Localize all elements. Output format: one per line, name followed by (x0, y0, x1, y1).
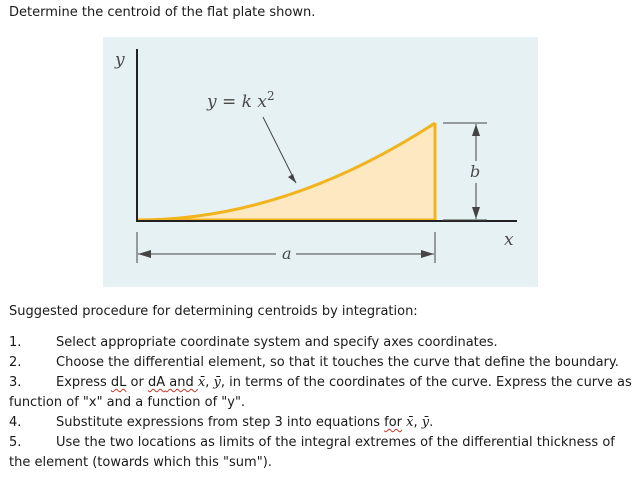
dim-b-arrow-top (472, 124, 480, 136)
step-number: 1. (9, 335, 22, 350)
step-1 (9, 333, 634, 353)
plate-figure (103, 37, 538, 287)
step-2 (9, 353, 634, 373)
step-text-and: and (165, 375, 198, 390)
equation-pointer-head (288, 174, 296, 183)
term-xbar: x̄ (406, 415, 414, 430)
step-text-pre: Express (56, 375, 111, 390)
term-for: for (384, 415, 403, 430)
step-text-comma: , (205, 375, 214, 390)
dim-a-arrow-left (138, 250, 151, 258)
step-text-or: or (126, 375, 148, 390)
equation-exponent: 2 (266, 89, 275, 103)
x-axis-label: x (504, 230, 514, 250)
step-5 (9, 433, 634, 473)
step-text-comma: , (413, 415, 422, 430)
step-text-pre: Substitute expressions from step 3 into equations (56, 415, 385, 430)
procedure-steps (9, 333, 634, 473)
step-text: Select appropriate coordinate system and specify axes coordinates. (56, 335, 498, 350)
term-ybar: ȳ (213, 375, 221, 390)
step-text: Use the two locations as limits of the integral extremes of the differential thickness of the element (towards which this "sum"). (9, 435, 615, 470)
step-4 (9, 413, 634, 433)
dim-a-arrow-right (421, 250, 434, 258)
step-text-rest: , in terms of the coordinates of the curve. Express the curve as function of "x" and a function of "y". (9, 375, 632, 410)
dim-b-arrow-bottom (472, 207, 480, 219)
dim-b-label: b (470, 162, 481, 181)
plate-diagram (103, 37, 538, 287)
term-xbar: x̄ (197, 375, 206, 390)
procedure-heading: Suggested procedure for determining centroids by integration: (9, 304, 418, 319)
term-da: dA (147, 375, 166, 390)
step-number: 4. (9, 415, 22, 430)
step-number: 3. (9, 375, 22, 390)
step-3 (9, 373, 634, 413)
step-number: 5. (9, 435, 22, 450)
term-dl: dL (110, 375, 127, 390)
y-axis-label: y (115, 50, 125, 70)
term-ybar: ȳ (421, 415, 430, 430)
dim-a-label: a (282, 244, 292, 263)
question-text: Determine the centroid of the flat plate shown. (9, 5, 316, 20)
equation-pointer (263, 117, 296, 183)
step-number: 2. (9, 355, 22, 370)
equation-label (206, 89, 275, 112)
step-text: Choose the differential element, so that it touches the curve that define the boundary. (56, 355, 619, 370)
plate-region (137, 123, 435, 220)
step-text-end: . (429, 415, 434, 430)
equation-text: y = k x (207, 92, 267, 112)
